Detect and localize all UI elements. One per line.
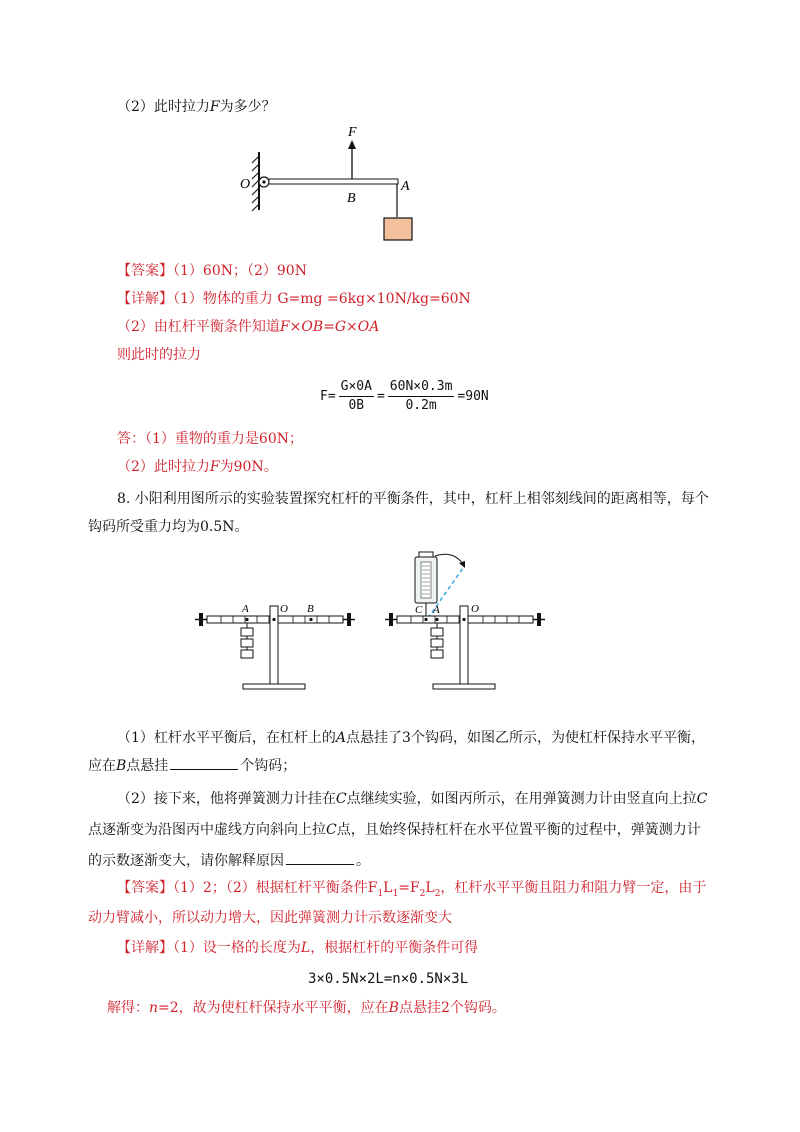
stand-base-b <box>243 684 305 689</box>
q8-solution: 解得：n=2，故为使杠杆保持水平平衡，应在B点悬挂2个钩码。 <box>107 1000 506 1016</box>
weight-3-c <box>431 650 443 658</box>
q8-p2-line2: 点逐渐变为沿图丙中虚线方向斜向上拉C点，且始终保持杠杆在水平位置平衡的过程中，弹簧测力计 <box>88 822 701 838</box>
lever-wall-figure <box>235 122 425 247</box>
weight-1-b <box>241 628 253 636</box>
weight-1-c <box>431 628 443 636</box>
q7-detail-1: 【详解】（1）物体的重力 G=mg =6kg×10N/kg=60N <box>117 291 471 307</box>
q8-detail-line1: 【详解】（1）设一格的长度为L，根据杠杆的平衡条件可得 <box>117 940 479 956</box>
label-A-c: A <box>433 604 440 616</box>
lever-bar <box>269 179 398 184</box>
weight-2-b <box>241 639 253 647</box>
label-B: B <box>347 191 356 206</box>
q7-detail-2: （2）由杠杆平衡条件知道F×OB=G×OA <box>117 319 380 335</box>
label-O: O <box>240 177 251 192</box>
q8-stem-1: 8. 小阳利用图所示的实验装置探究杠杆的平衡条件，其中，杠杆上相邻刻线间的距离相等，每个 <box>117 491 709 507</box>
answer-blank-1[interactable] <box>170 755 238 770</box>
q7-conclusion-1: 答：（1）重物的重力是60N； <box>117 431 303 447</box>
q7-conclusion-2: （2）此时拉力F为90N。 <box>117 459 278 475</box>
q8-answer-line2: 动力臂减小，所以动力增大，因此弹簧测力计示数逐渐变大 <box>88 910 452 926</box>
label-A-b: A <box>242 603 249 615</box>
label-A: A <box>401 179 410 194</box>
q7-detail-3: 则此时的拉力 <box>117 347 201 363</box>
weight-2-c <box>431 639 443 647</box>
label-B-b: B <box>307 603 314 615</box>
q7-formula: F= $\frac{G\times 0A}{0B}$ = $\frac{60N\times 0.3m}{0.2m}$ =90N <box>320 379 489 413</box>
q8-p2-line1: （2）接下来，他将弹簧测力计挂在C点继续实验，如图丙所示，在用弹簧测力计由竖直向上拉C <box>117 791 708 807</box>
q8-p1-line1: （1）杠杆水平平衡后，在杠杆上的A点悬挂了3个钩码，如图乙所示，为使杠杆保持水平平衡， <box>117 730 705 746</box>
label-O-c: O <box>471 603 479 615</box>
answer-blank-2[interactable] <box>286 850 354 865</box>
rotation-arrow <box>435 554 463 564</box>
q7-answer: 【答案】（1）60N；（2）90N <box>117 263 307 279</box>
pivot-dot <box>262 180 265 183</box>
lever-figure-b <box>195 600 355 695</box>
stand-base-c <box>433 684 495 689</box>
label-O-b: O <box>280 603 288 615</box>
weight-block <box>384 218 412 240</box>
force-arrowhead <box>348 140 356 149</box>
lever-figure-c <box>385 548 545 695</box>
label-F: F <box>348 125 357 140</box>
label-C-c: C <box>415 604 423 616</box>
q8-formula: 3×0.5N×2L=n×0.5N×3L <box>308 971 469 987</box>
q8-stem-2: 钩码所受重力均为0.5N。 <box>88 519 249 535</box>
q8-p2-line3: 的示数逐渐变大，请你解释原因 。 <box>88 850 370 872</box>
weight-3-b <box>241 650 253 658</box>
wall-hatch <box>252 156 259 211</box>
q8-p1-line2: 应在B点悬挂 个钩码； <box>88 755 296 777</box>
q8-answer-line1: 【答案】（1）2；（2）根据杠杆平衡条件$F_1L_1=F_2L_2$，杠杆水平平衡且阻力和阻力臂一定，由于 <box>117 880 707 899</box>
q7-sub2: （2）此时拉力F为多少？ <box>117 99 276 115</box>
